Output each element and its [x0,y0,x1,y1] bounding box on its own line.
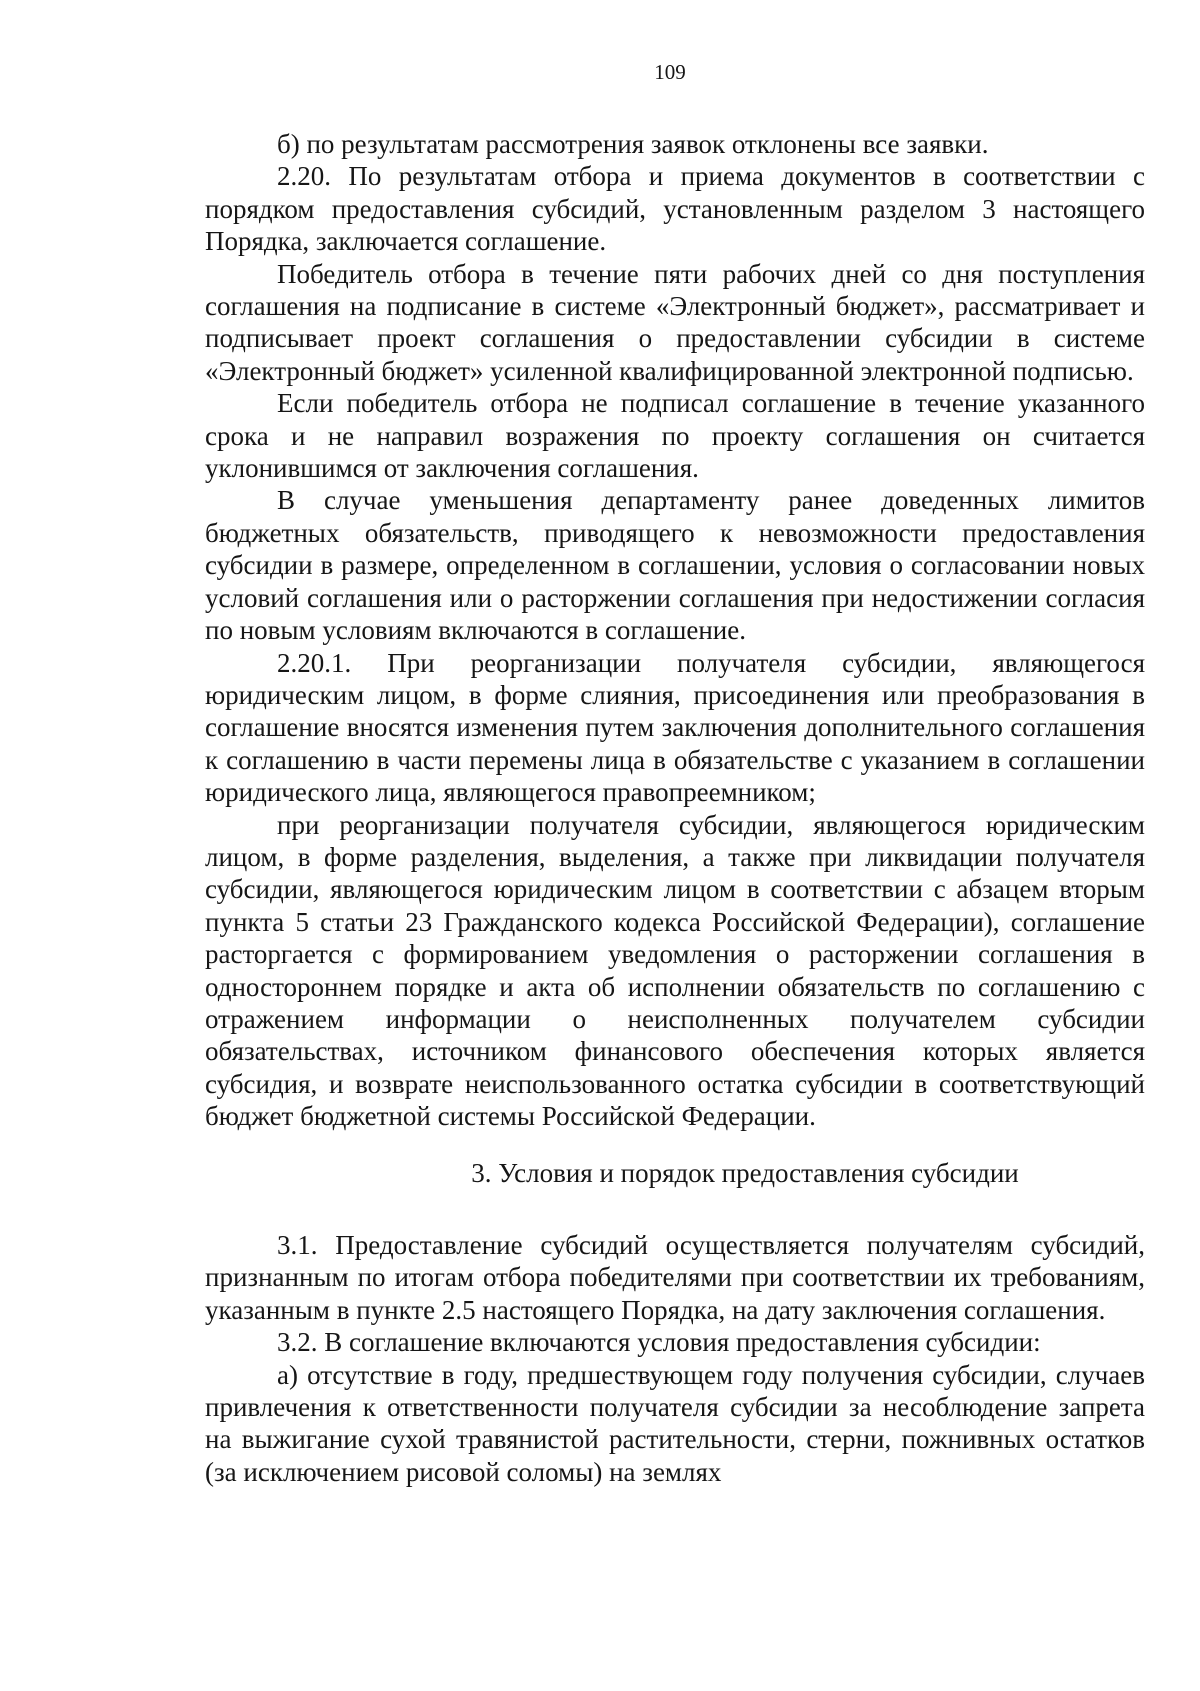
document-body [205,128,1145,1488]
paragraph-2-19-b: б) по результатам рассмотрения заявок отклонены все заявки. [277,129,989,159]
paragraph-2-20: 2.20. По результатам отбора и приема документов в соответствии с порядком предоставления субсидий, установленным разделом 3 настоящего Порядка, заключается соглашение. [205,161,1145,257]
paragraph-winner-signing: Победитель отбора в течение пяти рабочих дней со дня поступления соглашения на подписание в системе «Электронный бюджет», рассматривает и подписывает проект соглашения о предоставлении субсидии в системе «Электронный бюджет» усиленной квалифицированной электронной подписью. [205,258,1145,386]
paragraph-evasion: Если победитель отбора не подписал соглашение в течение указанного срока и не направил возражения по проекту соглашения он считается уклонившимся от заключения соглашения. [205,388,1145,484]
page-number: 109 [654,60,686,84]
paragraph-3-2-a: а) отсутствие в году, предшествующем году получения субсидии, случаев привлечения к ответственности получателя субсидии за несоблюдение запрета на выжигание сухой травянистой растительности, стерни, пожнивных остатков (за исключением рисовой соломы) на землях [205,1359,1145,1487]
section-title: 3. Условия и порядок предоставления субсидии [471,1157,1019,1188]
paragraph-3-2: 3.2. В соглашение включаются условия предоставления субсидии: [277,1327,1041,1358]
paragraph-3-1: 3.1. Предоставление субсидий осуществляется получателям субсидий, признанным по итогам отбора победителями при соответствии их требованиям, указанным в пункте 2.5 настоящего Порядка, на дату заключения соглашения. [205,1230,1145,1325]
paragraph-2-20-1: 2.20.1. При реорганизации получателя субсидии, являющегося юридическим лицом, в форме слияния, присоединения или преобразования в соглашение вносятся изменения путем заключения дополнительного соглашения к соглашению в части перемены лица в обязательстве с указанием в соглашении юридического лица, являющегося правопреемником; [205,647,1145,808]
paragraph-reorganization-liquidation: при реорганизации получателя субсидии, являющегося юридическим лицом, в форме разделения, выделения, а также при ликвидации получателя субсидии, являющегося юридическим лицом в соответствии с абзацем вторым пункта 5 статьи 23 Гражданского кодекса Российской Федерации), соглашение расторгается с формированием уведомления о расторжении соглашения в одностороннем порядке и акта об исполнении обязательств по соглашению с отражением информации о неисполненных получателем субсидии обязательствах, источником финансового обеспечения которых является субсидия, и возврате неиспользованного остатка субсидии в соответствующий бюджет бюджетной системы Российской Федерации. [205,809,1145,1132]
paragraph-limits-reduction: В случае уменьшения департаменту ранее доведенных лимитов бюджетных обязательств, приводящего к невозможности предоставления субсидии в размере, определенном в соглашении, условия о согласовании новых условий соглашения или о расторжении соглашения при недостижении согласия по новым условиям включаются в соглашение. [205,485,1145,646]
